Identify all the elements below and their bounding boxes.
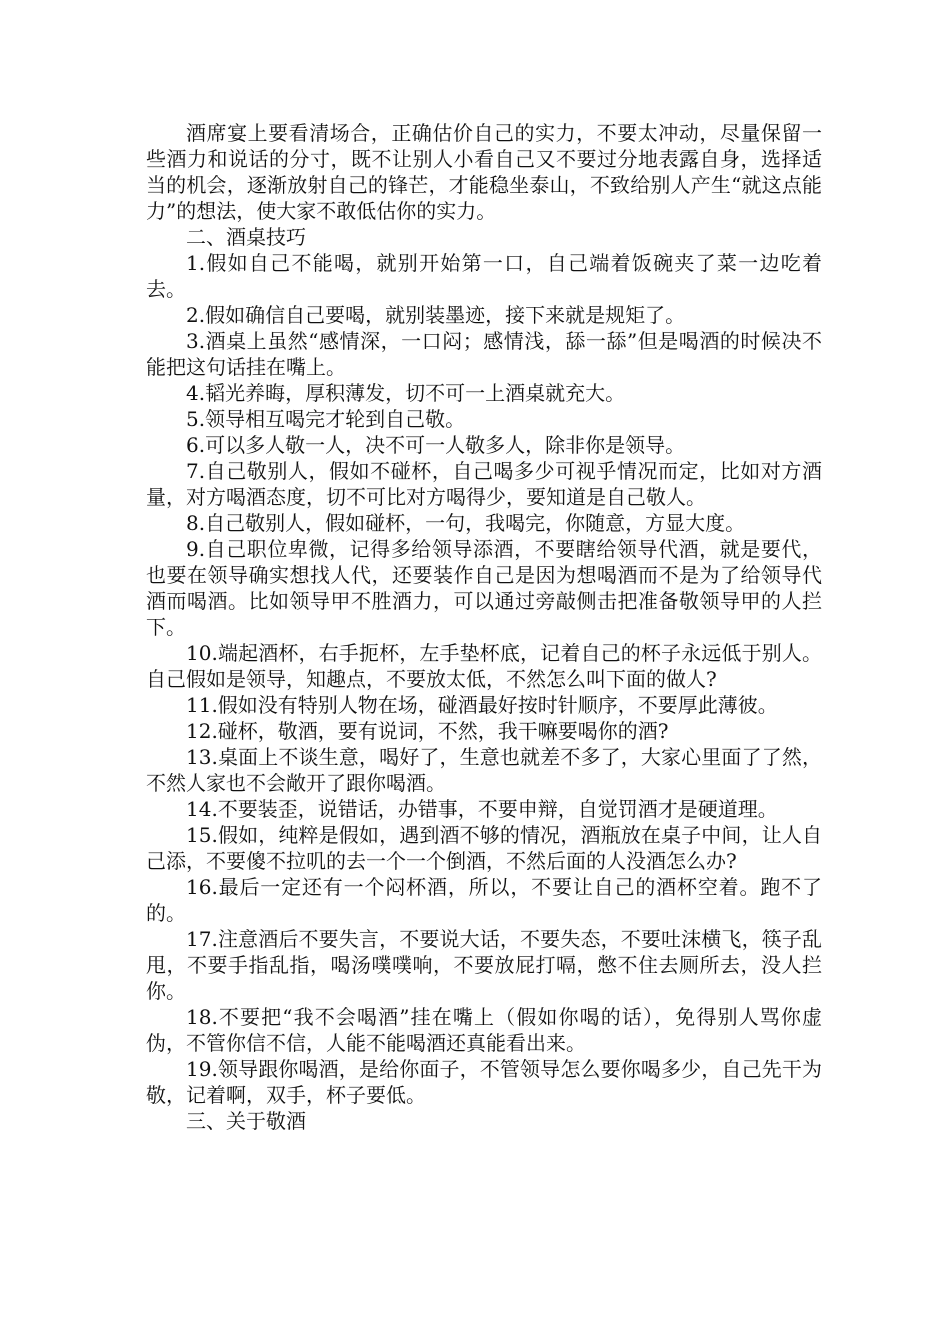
- tip-item: 3.酒桌上虽然“感情深，一口闷；感情浅，舔一舔”但是喝酒的时候决不能把这句话挂在嘴上。: [146, 329, 822, 379]
- tip-item: 1.假如自己不能喝，就别开始第一口，自己端着饭碗夹了菜一边吃着去。: [146, 251, 822, 301]
- section-heading-toasting: 三、关于敬酒: [186, 1109, 306, 1133]
- tip-item: 6.可以多人敬一人，决不可一人敬多人，除非你是领导。: [186, 433, 686, 457]
- tip-item: 5.领导相互喝完才轮到自己敬。: [186, 407, 466, 431]
- tip-item: 7.自己敬别人，假如不碰杯，自己喝多少可视乎情况而定，比如对方酒量，对方喝酒态度，切不可比对方喝得少，要知道是自己敬人。: [146, 459, 822, 509]
- tip-item: 8.自己敬别人，假如碰杯，一句，我喝完，你随意，方显大度。: [186, 511, 746, 535]
- tip-item: 9.自己职位卑微，记得多给领导添酒，不要瞎给领导代酒，就是要代，也要在领导确实想找人代，还要装作自己是因为想喝酒而不是为了给领导代酒而喝酒。比如领导甲不胜酒力，可以通过旁敲侧击把准备敬领导甲的人拦下。: [146, 537, 822, 639]
- tip-item: 13.桌面上不谈生意，喝好了，生意也就差不多了，大家心里面了了然，不然人家也不会敞开了跟你喝酒。: [146, 745, 822, 795]
- intro-paragraph: 酒席宴上要看清场合，正确估价自己的实力，不要太冲动，尽量保留一些酒力和说话的分寸，既不让别人小看自己又不要过分地表露自身，选择适当的机会，逐渐放射自己的锋芒，才能稳坐泰山，不致给别人产生“就这点能力”的想法，使大家不敢低估你的实力。: [146, 121, 822, 223]
- tip-item: 10.端起酒杯，右手扼杯，左手垫杯底，记着自己的杯子永远低于别人。自己假如是领导，知趣点，不要放太低，不然怎么叫下面的做人?: [146, 641, 822, 691]
- tip-item: 18.不要把“我不会喝酒”挂在嘴上（假如你喝的话），免得别人骂你虚伪，不管你信不信，人能不能喝酒还真能看出来。: [146, 1005, 822, 1055]
- tip-item: 16.最后一定还有一个闷杯酒，所以，不要让自己的酒杯空着。跑不了的。: [146, 875, 822, 925]
- tip-item: 14.不要装歪，说错话，办错事，不要申辩，自觉罚酒才是硬道理。: [186, 797, 778, 821]
- section-heading-wine-table-tips: 二、酒桌技巧: [186, 225, 306, 249]
- tip-item: 12.碰杯，敬酒，要有说词，不然，我干嘛要喝你的酒?: [186, 719, 669, 743]
- document-page: [146, 120, 822, 1134]
- tip-item: 11.假如没有特别人物在场，碰酒最好按时针顺序，不要厚此薄彼。: [186, 693, 778, 717]
- tip-item: 15.假如，纯粹是假如，遇到酒不够的情况，酒瓶放在桌子中间，让人自己添，不要傻不拉叽的去一个一个倒酒，不然后面的人没酒怎么办?: [146, 823, 822, 873]
- tip-item: 2.假如确信自己要喝，就别装墨迹，接下来就是规矩了。: [186, 303, 686, 327]
- tip-item: 4.韬光养晦，厚积薄发，切不可一上酒桌就充大。: [186, 381, 626, 405]
- tip-item: 17.注意酒后不要失言，不要说大话，不要失态，不要吐沫横飞，筷子乱甩，不要手指乱指，喝汤噗噗响，不要放屁打嗝，憋不住去厕所去，没人拦你。: [146, 927, 822, 1003]
- tip-item: 19.领导跟你喝酒，是给你面子，不管领导怎么要你喝多少，自己先干为敬，记着啊，双手，杯子要低。: [146, 1057, 822, 1107]
